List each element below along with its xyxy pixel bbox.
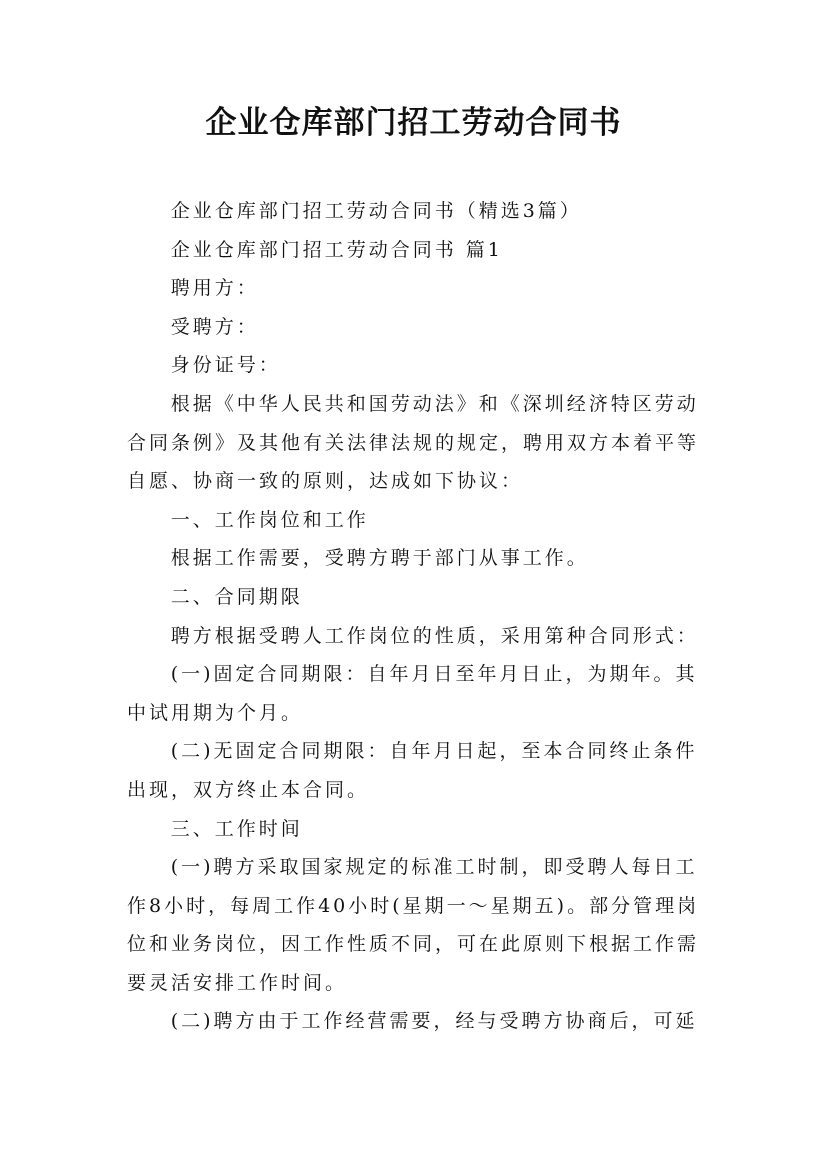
document-body bbox=[127, 192, 707, 1041]
paragraph-clause-3-heading: 三、工作时间 bbox=[170, 817, 303, 840]
paragraph-clause-2-intro: 聘方根据受聘人工作岗位的性质，采用第种合同形式： bbox=[170, 624, 699, 647]
paragraph-clause-2-heading: 二、合同期限 bbox=[170, 585, 303, 608]
paragraph-subtitle: 企业仓库部门招工劳动合同书（精选3篇） bbox=[170, 200, 582, 222]
paragraph-clause-1-body: 根据工作需要，受聘方聘于部门从事工作。 bbox=[170, 547, 589, 570]
paragraph-employee: 受聘方： bbox=[170, 315, 259, 338]
paragraph-employer: 聘用方： bbox=[170, 277, 259, 300]
paragraph-clause-1-heading: 一、工作岗位和工作 bbox=[170, 508, 369, 531]
paragraph-clause-2-open-term: (二)无固定合同期限：自年月日起，至本合同终止条件出现，双方终止本合同。 bbox=[127, 740, 698, 801]
paragraph-id-number: 身份证号： bbox=[170, 354, 281, 377]
paragraph-clause-3-standard-hours: (一)聘方采取国家规定的标准工时制，即受聘人每日工作8小时，每周工作40小时(星期一～星期五)。部分管理岗位和业务岗位，因工作性质不同，可在此原则下根据工作需要灵活安排工作时间。 bbox=[127, 856, 700, 994]
paragraph-section-heading: 企业仓库部门招工劳动合同书 篇1 bbox=[170, 238, 503, 261]
paragraph-clause-2-fixed-term: (一)固定合同期限：自年月日至年月日止，为期年。其中试用期为个月。 bbox=[127, 663, 698, 724]
paragraph-preamble: 根据《中华人民共和国劳动法》和《深圳经济特区劳动合同条例》及其他有关法律法规的规定，聘用双方本着平等自愿、协商一致的原则，达成如下协议： bbox=[127, 392, 700, 493]
paragraph-clause-3-overtime: (二)聘方由于工作经营需要，经与受聘方协商后，可延 bbox=[170, 1010, 698, 1033]
document-title: 企业仓库部门招工劳动合同书 bbox=[205, 105, 622, 141]
